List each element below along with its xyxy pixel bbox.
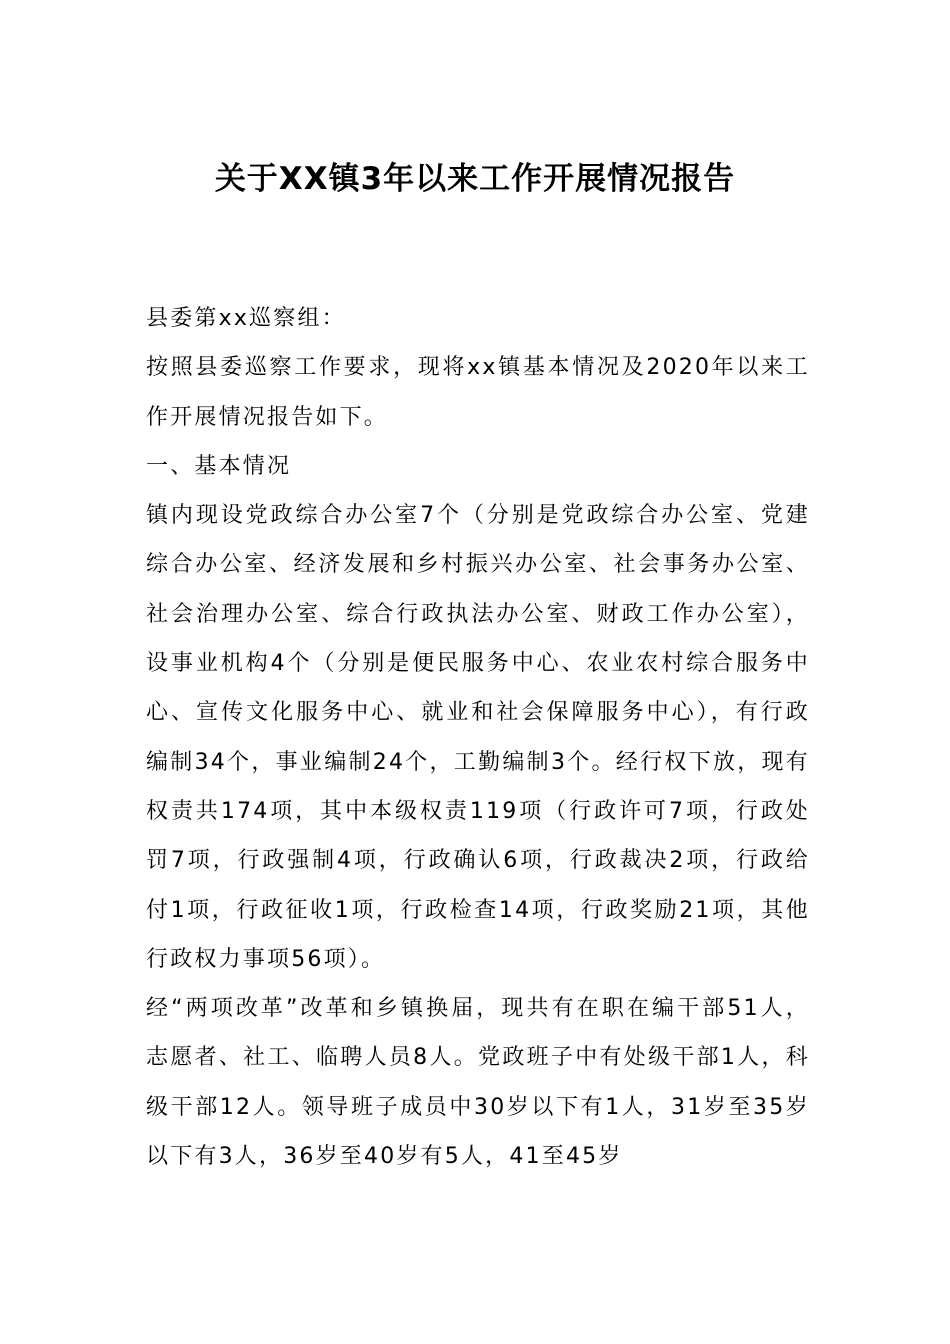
intro-paragraph: 按照县委巡察工作要求，现将xx镇基本情况及2020年以来工作开展情况报告如下。	[146, 355, 810, 430]
document-body	[146, 294, 810, 1181]
salutation: 县委第xx巡察组：	[146, 306, 346, 331]
body-paragraph-institutions: 镇内现设党政综合办公室7个（分别是党政综合办公室、党建综合办公室、经济发展和乡村振兴办公室、社会事务办公室、社会治理办公室、综合行政执法办公室、财政工作办公室），设事业机构4个（分别是便民服务中心、农业农村综合服务中心、宣传文化服务中心、就业和社会保障服务中心），有行政编制34个，事业编制24个，工勤编制3个。经行权下放，现有权责共174项，其中本级权责119项（行政许可7项，行政处罚7项，行政强制4项，行政确认6项，行政裁决2项，行政给付1项，行政征收1项，行政检查14项，行政奖励21项，其他行政权力事项56项）。	[146, 503, 810, 972]
document-title: 关于XX镇3年以来工作开展情况报告	[214, 161, 736, 197]
section-heading-basic-info: 一、基本情况	[146, 453, 292, 479]
body-paragraph-staffing: 经“两项改革”改革和乡镇换届，现共有在职在编干部51人，志愿者、社工、临聘人员8人。党政班子中有处级干部1人，科级干部12人。领导班子成员中30岁以下有1人，31岁至35岁以下有3人，36岁至40岁有5人，41至45岁	[146, 996, 810, 1170]
